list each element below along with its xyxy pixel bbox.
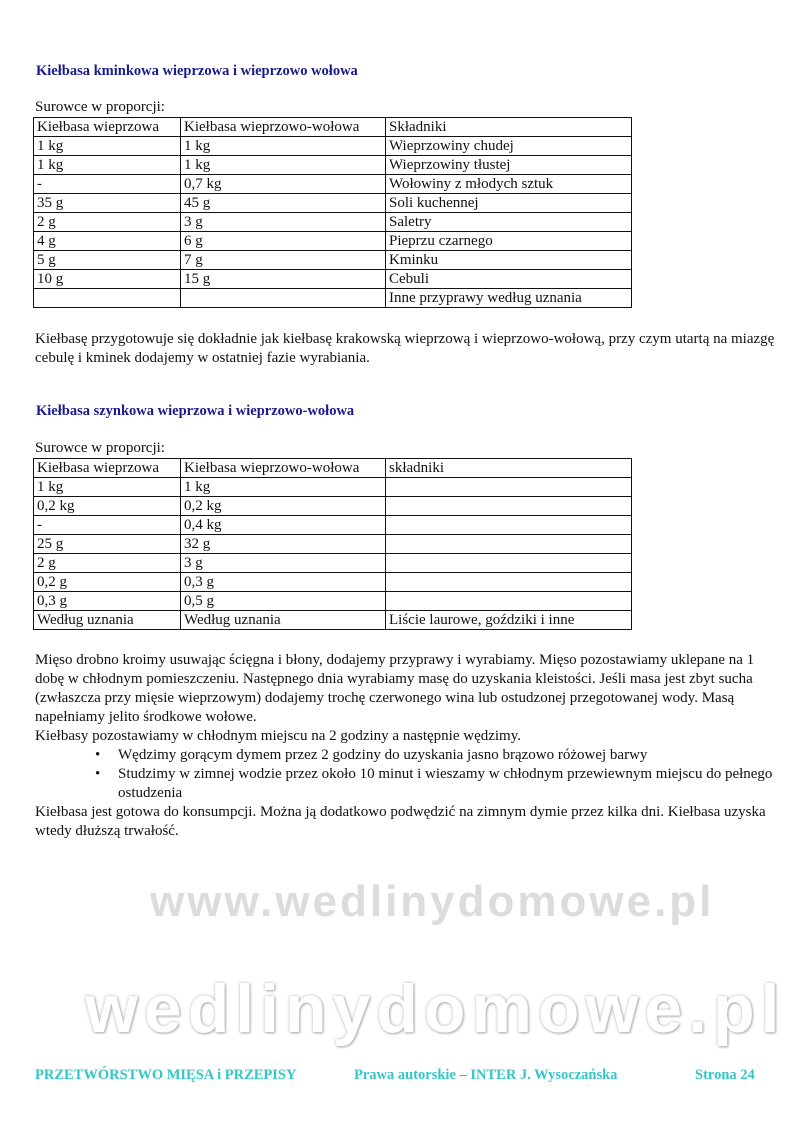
table-cell: 1 kg [181,478,386,497]
table-cell [386,516,632,535]
table-cell: 1 kg [181,156,386,175]
table-header-cell: Kiełbasa wieprzowa [34,118,181,137]
table-row [34,213,632,232]
table-header-row [34,459,632,478]
table-cell: 2 g [34,213,181,232]
footer-page-number: Strona 24 [695,1067,755,1083]
section1-paragraph: Kiełbasę przygotowuje się dokładnie jak kiełbasę krakowską wieprzową i wieprzowo-wołową, przy czym utartą na miazgę cebulę i kminek dodajemy w ostatniej fazie wyrabiania. [35,331,775,366]
table-cell: Inne przyprawy według uznania [386,289,632,308]
section2-title: Kiełbasa szynkowa wieprzowa i wieprzowo-wołowa [36,403,355,419]
table-cell: 0,3 g [181,573,386,592]
table-cell: - [34,175,181,194]
table-header-row [34,118,632,137]
table-cell: - [34,516,181,535]
table-cell [386,592,632,611]
table-cell: 35 g [34,194,181,213]
table-row [34,194,632,213]
table-header-cell: składniki [386,459,632,478]
table-cell [386,535,632,554]
table-row [34,478,632,497]
table-row [34,175,632,194]
table-cell: 0,4 kg [181,516,386,535]
table-row [34,270,632,289]
table-cell [386,497,632,516]
table-cell: 15 g [181,270,386,289]
section2-label: Surowce w proporcji: [35,440,165,456]
table-cell: Wieprzowiny chudej [386,137,632,156]
bottom-watermark: wedlinydomowe.pl [85,971,786,1047]
footer-left: PRZETWÓRSTWO MIĘSA i PRZEPISY [35,1067,297,1083]
table-cell: 1 kg [34,478,181,497]
table-cell: 1 kg [34,137,181,156]
table-cell [34,289,181,308]
table-cell: 3 g [181,554,386,573]
table-cell: Kminku [386,251,632,270]
table-header-cell: Składniki [386,118,632,137]
table-cell: 1 kg [181,137,386,156]
table-row [34,137,632,156]
table-header-cell: Kiełbasa wieprzowo-wołowa [181,118,386,137]
table-row [34,554,632,573]
footer-center: Prawa autorskie – INTER J. Wysoczańska [354,1067,618,1083]
table-cell: Według uznania [181,611,386,630]
table-cell: 10 g [34,270,181,289]
paragraph: Kiełbasy pozostawiamy w chłodnym miejscu na 2 godziny a następnie wędzimy. [35,728,521,744]
table-cell: 0,3 g [34,592,181,611]
table-cell: 0,2 kg [34,497,181,516]
table-cell [386,478,632,497]
table-cell: 2 g [34,554,181,573]
table-row [34,573,632,592]
table-cell: Soli kuchennej [386,194,632,213]
table-cell: Pieprzu czarnego [386,232,632,251]
table-row [34,535,632,554]
table-cell [386,554,632,573]
table-row [34,497,632,516]
paragraph: Mięso drobno kroimy usuwając ścięgna i błony, dodajemy przyprawy i wyrabiamy. Mięso pozostawiamy uklepane na 1 dobę w chłodnym pomieszczeniu. Następnego dnia wyrabiamy masę do uzyskania kleistości. Jeśli masa jest zbyt sucha (zwłaszcza przy mięsie wieprzowym) dodajemy trochę czerwonego wina lub ostudzonej przegotowanej wody. Masą napełniamy jelito środkowe wołowe. [35,652,755,725]
section1-label: Surowce w proporcji: [35,99,165,115]
table-cell: 4 g [34,232,181,251]
table-cell: Saletry [386,213,632,232]
table-row [34,232,632,251]
list-item: • Wędzimy gorącym dymem przez 2 godziny do uzyskania jasno brązowo różowej barwy [95,746,778,765]
table-header-cell: Kiełbasa wieprzowa [34,459,181,478]
table-cell: 0,2 kg [181,497,386,516]
table-cell: Według uznania [34,611,181,630]
section1-table [33,117,632,308]
table-cell: 5 g [34,251,181,270]
list-item: • Studzimy w zimnej wodzie przez około 10 minut i wieszamy w chłodnym przewiewnym miejscu do pełnego ostudzenia [95,765,778,803]
table-cell: Cebuli [386,270,632,289]
table-row [34,516,632,535]
table-cell [386,573,632,592]
table-cell: 0,2 g [34,573,181,592]
table-cell: 45 g [181,194,386,213]
table-cell: 32 g [181,535,386,554]
table-row [34,611,632,630]
table-cell [181,289,386,308]
section1-title: Kiełbasa kminkowa wieprzowa i wieprzowo wołowa [36,63,358,79]
table-cell: 0,5 g [181,592,386,611]
section2-body [35,651,775,841]
table-row [34,289,632,308]
table-cell: 6 g [181,232,386,251]
table-cell: Wieprzowiny tłustej [386,156,632,175]
table-cell: 7 g [181,251,386,270]
table-cell: 1 kg [34,156,181,175]
table-row [34,156,632,175]
table-cell: Liście laurowe, goździki i inne [386,611,632,630]
table-cell: 3 g [181,213,386,232]
table-cell: Wołowiny z młodych sztuk [386,175,632,194]
table-row [34,592,632,611]
diagonal-watermark: www.wedlinydomowe.pl [150,877,715,926]
table-row [34,251,632,270]
table-header-cell: Kiełbasa wieprzowo-wołowa [181,459,386,478]
table-cell: 0,7 kg [181,175,386,194]
section2-table [33,458,632,630]
paragraph: Kiełbasa jest gotowa do konsumpcji. Można ją dodatkowo podwędzić na zimnym dymie przez kilka dni. Kiełbasa uzyska wtedy dłuższą trwałość. [35,804,766,839]
table-cell: 25 g [34,535,181,554]
bullet-list [35,746,775,803]
